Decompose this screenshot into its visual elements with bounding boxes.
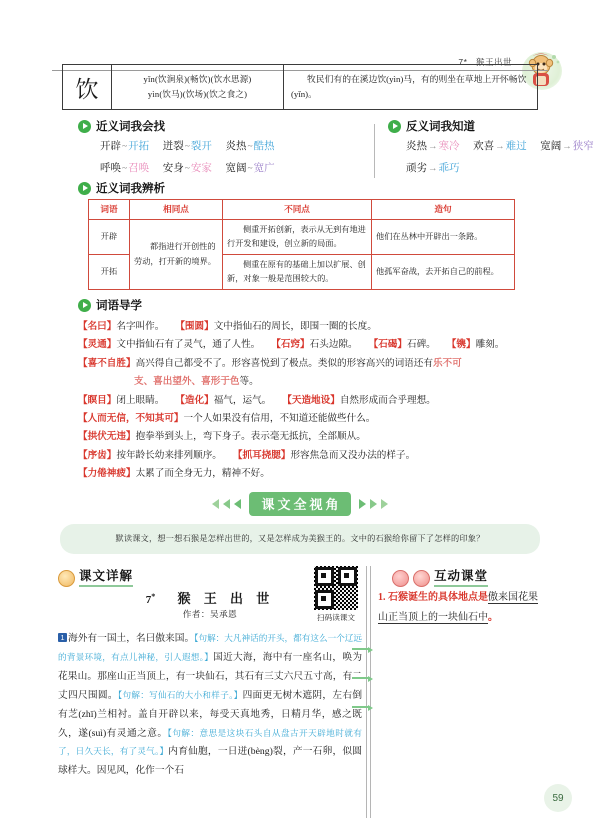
reading-prompt-text: 默读课文，想一想石猴是怎样出世的，又是怎样成为美猴王的。文中的石猴给你留下了怎样的印象？ (115, 533, 485, 543)
guide-term: 【力倦神疲】 (78, 468, 136, 480)
question-answer: 傲来国花果山正当顶上的一块仙石中 (378, 592, 538, 623)
qr-code-block[interactable] (312, 566, 360, 623)
monkey-mascot-icon (58, 570, 75, 587)
margin-arrow-icon (352, 706, 368, 708)
body-span: 内育仙胞，一日迸(bèng)裂，产一石卵，似圆球样大。因见风，化作一个石 (58, 746, 362, 777)
guide-term: 【围圆】 (175, 321, 214, 332)
arrow-right-icon (381, 499, 388, 509)
guide-term: 【喜不自胜】 (78, 357, 136, 369)
detail-block-heading (58, 566, 133, 587)
pinyin-line-1: yǐn(饮涧泉)(畅饮)(饮水思源) (143, 74, 252, 85)
lesson-title-text: 猴 王 出 世 (177, 591, 275, 606)
lesson-author: 作者：吴承恩 (182, 609, 238, 619)
guide-line (78, 373, 518, 391)
guide-line (78, 465, 518, 483)
guide-def: 文中指仙石的周长，即围一圈的长度。 (213, 321, 377, 332)
synonyms-row-1: 开辟~开拓 迸裂~裂开 炎热~酷热 (100, 141, 275, 152)
compare-col-same: 相同点 (130, 200, 223, 220)
polyphone-character: 饮 (63, 65, 112, 109)
guide-list (78, 318, 518, 484)
guide-example: 乐不可 (432, 357, 462, 369)
guide-def: 自然形成而合乎理想。 (339, 394, 436, 406)
pinyin-line-2: yìn(饮马)(饮场)(饮之食之) (147, 89, 248, 99)
table-row (89, 219, 515, 254)
synonyms-row-2: 呼唤~召唤 安身~安家 宽阔~宽广 (100, 162, 275, 174)
lower-column-divider (366, 566, 371, 818)
apple-mascot-icon (413, 570, 430, 587)
header-lesson-title: 猴王出世 (475, 57, 512, 67)
guide-example-cont: 支、喜出望外、喜形于色 (134, 376, 240, 388)
guide-def: 石头边隙。 (309, 339, 358, 351)
section-heading-guide (78, 297, 142, 313)
section-heading-compare (78, 180, 165, 196)
compare-diff-2 (223, 255, 372, 290)
guide-def: 文中指仙石有了灵气，通了人性。 (116, 339, 261, 351)
qr-caption: 扫码读课文 (317, 613, 355, 622)
guide-line (78, 355, 518, 373)
lesson-star: * (151, 592, 156, 601)
polyphone-pinyin-cell (112, 65, 284, 109)
antonyms-row-2: 顽劣→乖巧 (406, 162, 460, 174)
guide-heading-label: 词语导学 (96, 300, 142, 312)
antonyms-row-1: 炎热→寒冷 欢喜→难过 宽阔→狭窄 (406, 141, 594, 152)
guide-def: 抱拳举到头上，弯下身子。表示毫无抵抗，全部顺从。 (135, 431, 366, 443)
arrow-left-icon (212, 499, 219, 509)
guide-term: 【瞑目】 (78, 394, 117, 406)
compare-same-shared (130, 219, 223, 289)
arrow-left-icon (223, 499, 230, 509)
guide-def: 福气，运气。 (213, 394, 272, 406)
section-heading-antonyms (388, 118, 475, 134)
guide-term: 【造化】 (175, 394, 214, 406)
compare-diff-text-2: 侧重在原有的基础上加以扩展、创新，对象一般是范围较大的。 (227, 260, 366, 284)
compare-diff-1 (223, 219, 372, 254)
header-lesson-number: 7 (458, 57, 464, 67)
lesson-body-text (58, 630, 362, 781)
margin-arrow-icon (352, 677, 368, 679)
guide-def: 按年龄长幼来排列顺序。 (116, 449, 222, 461)
guide-term: 【名曰】 (78, 321, 117, 332)
compare-same-text: 都指进行开创性的劳动，打开新的境界。 (134, 242, 216, 266)
compare-table (88, 199, 515, 290)
guide-def: 形容焦急而又没办法的样子。 (290, 449, 416, 461)
guide-line (78, 410, 518, 428)
guide-def: 闭上眼睛。 (116, 394, 165, 406)
antonyms-heading-label: 反义词我知道 (406, 121, 475, 133)
lesson-paragraph (58, 630, 362, 781)
guide-line (78, 318, 518, 336)
body-span: 海外有一国土，名曰傲来国。 (68, 633, 195, 644)
column-divider (374, 124, 375, 178)
guide-term: 【人而无信，不知其可】 (78, 413, 184, 425)
interactive-block-heading (392, 566, 488, 587)
guide-def: 雕刻。 (475, 339, 505, 351)
polyphone-table (62, 64, 538, 110)
guide-term: 【灵通】 (78, 339, 117, 351)
guide-term: 【镌】 (446, 339, 476, 351)
compare-word-2: 开拓 (89, 255, 130, 290)
compare-sentence-1: 他们在丛林中开辟出一条路。 (372, 219, 515, 254)
compare-col-diff: 不同点 (223, 200, 372, 220)
compare-heading-label: 近义词我辨析 (96, 183, 165, 195)
synonyms-heading-label: 近义词我会找 (96, 121, 165, 133)
guide-term: 【抓耳挠腮】 (232, 449, 291, 461)
interactive-questions (378, 588, 540, 627)
margin-arrow-icon (352, 648, 368, 650)
compare-table-header-row (89, 200, 515, 220)
guide-def: 等。 (239, 376, 259, 388)
guide-def: 名字叫作。 (116, 321, 165, 332)
qr-code-icon[interactable] (314, 566, 358, 610)
question-period: 。 (488, 611, 498, 623)
lesson-number: 7 (145, 594, 152, 606)
guide-term: 【拱伏无违】 (78, 431, 136, 443)
compare-word-1: 开辟 (89, 219, 130, 254)
synonyms-list (100, 136, 350, 179)
compare-sentence-2: 他孤军奋战，去开拓自己的前程。 (372, 255, 515, 290)
arrow-left-icon (234, 499, 241, 509)
antonyms-list (406, 136, 596, 179)
question-number: 1. (378, 592, 386, 603)
guide-def: 石碑。 (407, 339, 436, 351)
header-star: * (463, 57, 468, 67)
guide-term: 【天造地设】 (282, 394, 340, 406)
play-triangle-icon (78, 299, 91, 312)
question-text: 石猴诞生的具体地点是 (388, 592, 488, 603)
guide-def: 太累了而全身无力，精神不好。 (135, 468, 270, 480)
guide-term: 【石窍】 (271, 339, 310, 351)
guide-line (78, 447, 518, 465)
compare-col-word: 词语 (89, 200, 130, 220)
list-item (378, 588, 540, 627)
compare-col-sentence: 造句 (372, 200, 515, 220)
body-span: 四面更无树木遮阴，左右倒有芝(zhī)兰相衬。盖自开辟以来，每受天真地秀，日精月华，感之既久，遂(suì)有灵通之意。 (58, 689, 363, 739)
body-annotation: 【句解：意思是这块石头自从盘古开天辟地时就有了，日久天长，有了灵气。】 (58, 727, 363, 757)
polyphone-example-cell (284, 65, 537, 109)
guide-def: 一个人如果没有信用，不知道还能做些什么。 (183, 413, 376, 425)
arrow-right-icon (359, 499, 366, 509)
play-triangle-icon (78, 120, 91, 133)
compare-diff-text-1: 侧重开拓创新，表示从无到有地进行开发和建设，创立新的局面。 (227, 224, 366, 248)
interactive-heading-label: 互动课堂 (434, 566, 488, 587)
body-span: 国近大海，海中有一座名山，唤为花果山。那座山正当顶上，有一块仙石，其石有三丈六尺五寸高，有二丈四尺围圆。 (58, 651, 363, 701)
guide-term: 【序齿】 (78, 449, 117, 461)
polyphone-example-sentence: 牧民们有的在溪边饮(yìn)马，有的则坐在草地上开怀畅饮(yǐn)。 (291, 73, 527, 99)
guide-def: 高兴得自己都受不了。形容喜悦到了极点。类似的形容高兴的词语还有 (135, 357, 433, 369)
guide-line (78, 428, 518, 446)
page-header (0, 26, 600, 67)
section-banner (0, 492, 600, 516)
body-annotation: 【句解：写仙石的大小和样子。】 (117, 689, 243, 700)
reading-prompt-box (60, 524, 540, 554)
guide-line (78, 336, 518, 354)
guide-term: 【石碣】 (368, 339, 407, 351)
play-triangle-icon (388, 120, 401, 133)
play-triangle-icon (78, 182, 91, 195)
body-annotation: 【句解：大凡神话的开头，都有这么一个辽远的背景环境，有点儿神秘，引人遐想。】 (58, 633, 363, 662)
detail-heading-label: 课文详解 (79, 566, 133, 587)
page-number: 59 (544, 784, 572, 812)
section-heading-synonyms (78, 118, 165, 134)
apple-mascot-icon (392, 570, 409, 587)
banner-label: 课文全视角 (249, 492, 350, 516)
paragraph-number-badge: 1 (58, 633, 67, 642)
arrow-right-icon (370, 499, 377, 509)
guide-line (78, 392, 518, 410)
